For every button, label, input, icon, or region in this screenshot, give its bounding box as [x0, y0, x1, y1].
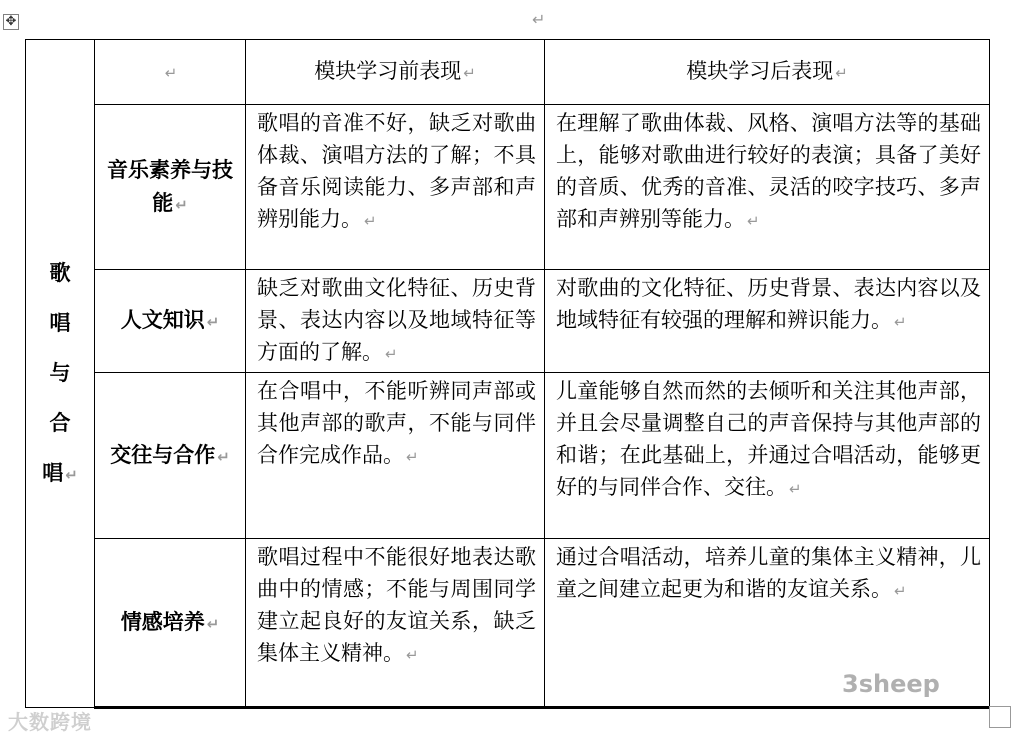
- table-row: [26, 373, 990, 539]
- side-label: 歌 唱 与 合 唱 ↵: [42, 259, 78, 485]
- table-header-row: [26, 40, 990, 105]
- row-after-text: 通过合唱活动，培养儿童的集体主义精神，儿童之间建立起更为和谐的友谊关系。 ↵: [545, 539, 990, 708]
- header-before: 模块学习前表现 ↵: [246, 40, 545, 105]
- row-before-text: 在合唱中，不能听辨同声部或其他声部的歌声，不能与同伴合作完成作品。 ↵: [246, 373, 545, 539]
- row-category: 人文知识 ↵: [95, 270, 246, 373]
- table-row: [26, 105, 990, 270]
- watermark-left: 大数跨境: [8, 710, 92, 734]
- row-before-text: 缺乏对歌曲文化特征、历史背景、表达内容以及地域特征等方面的了解。 ↵: [246, 270, 545, 373]
- row-after-text: 儿童能够自然而然的去倾听和关注其他声部，并且会尽量调整自己的声音保持与其他声部的和谐；在此基础上，并通过合唱活动，能够更好的与同伴合作、交往。 ↵: [545, 373, 990, 539]
- table-resize-handle-icon[interactable]: [989, 706, 1011, 728]
- row-after-text: 对歌曲的文化特征、历史背景、表达内容以及地域特征有较强的理解和辨识能力。 ↵: [545, 270, 990, 373]
- row-before-text: 歌唱的音准不好，缺乏对歌曲体裁、演唱方法的了解；不具备音乐阅读能力、多声部和声辨别能力。 ↵: [246, 105, 545, 270]
- table-move-handle-icon[interactable]: ✥: [3, 14, 19, 30]
- paragraph-mark-icon: ↵: [532, 10, 546, 29]
- row-category: 音乐素养与技能 ↵: [95, 105, 246, 270]
- row-before-text: 歌唱过程中不能很好地表达歌曲中的情感；不能与周围同学建立起良好的友谊关系，缺乏集体主义精神。 ↵: [246, 539, 545, 708]
- side-label-cell: [26, 40, 95, 708]
- table-row: [26, 270, 990, 373]
- row-after-text: 在理解了歌曲体裁、风格、演唱方法等的基础上，能够对歌曲进行较好的表演；具备了美好的音质、优秀的音准、灵活的咬字技巧、多声部和声辨别等能力。 ↵: [545, 105, 990, 270]
- header-after: 模块学习后表现 ↵: [545, 40, 990, 105]
- header-blank-cell: ↵: [95, 40, 246, 105]
- comparison-table: [25, 39, 990, 709]
- watermark-right: 3sheep: [842, 670, 940, 698]
- row-category: 情感培养 ↵: [95, 539, 246, 708]
- row-category: 交往与合作 ↵: [95, 373, 246, 539]
